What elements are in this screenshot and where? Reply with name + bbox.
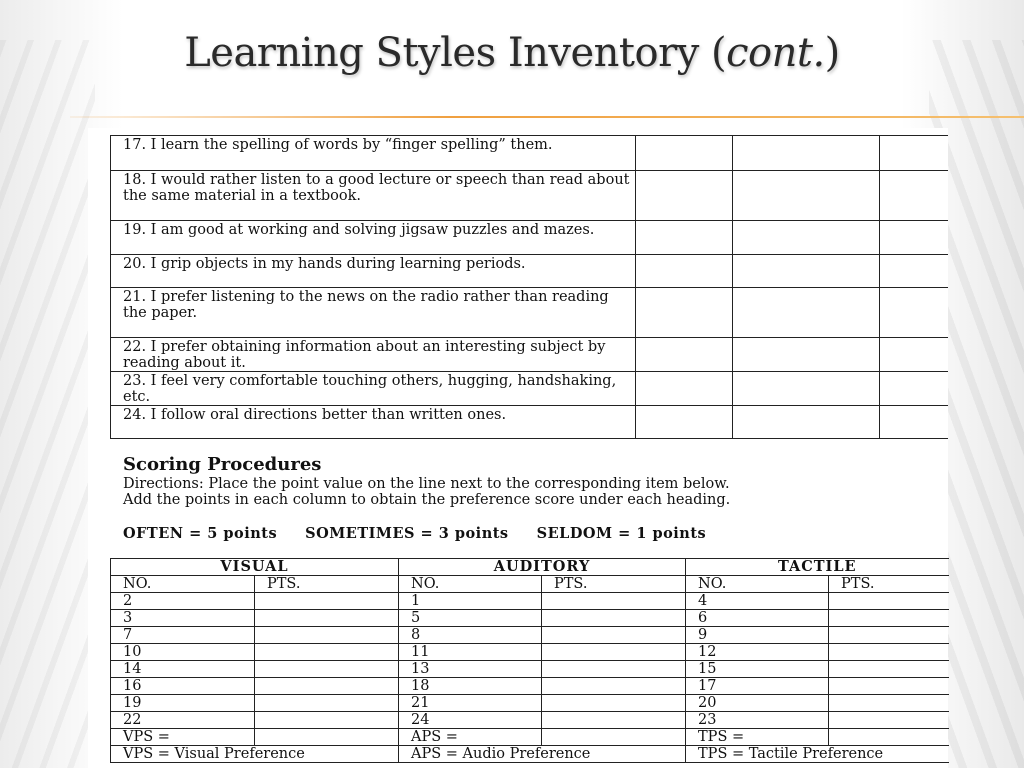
- visual-item-no: 22: [111, 712, 255, 729]
- answer-cell-sometimes[interactable]: [733, 171, 880, 221]
- point-values: [123, 525, 943, 542]
- answer-cell-often[interactable]: [636, 406, 733, 439]
- answer-cell-seldom[interactable]: [880, 136, 949, 171]
- auditory-legend: APS = Audio Preference: [399, 746, 686, 763]
- visual-pts-cell[interactable]: [255, 610, 399, 627]
- visual-legend: VPS = Visual Preference: [111, 746, 399, 763]
- auditory-item-no: 24: [399, 712, 542, 729]
- visual-pts-cell[interactable]: [255, 593, 399, 610]
- score-legend-row: [111, 746, 949, 763]
- question-text: 23. I feel very comfortable touching others, hugging, handshaking, etc.: [111, 372, 636, 406]
- scoring-procedures: [123, 454, 943, 542]
- seldom-points: SELDOM = 1 points: [536, 525, 707, 542]
- score-row: [111, 678, 949, 695]
- tactile-pts-cell[interactable]: [829, 661, 949, 678]
- visual-item-no: 14: [111, 661, 255, 678]
- answer-cell-sometimes[interactable]: [733, 255, 880, 288]
- background-stripes-left: [0, 40, 95, 768]
- tactile-item-no: 6: [686, 610, 829, 627]
- answer-cell-seldom[interactable]: [880, 171, 949, 221]
- auditory-pts-cell[interactable]: [542, 644, 686, 661]
- score-row: [111, 610, 949, 627]
- auditory-total-label: APS =: [399, 729, 542, 746]
- answer-cell-sometimes[interactable]: [733, 221, 880, 255]
- score-subheader-row: [111, 576, 949, 593]
- score-header-row: [111, 559, 949, 576]
- answer-cell-sometimes[interactable]: [733, 406, 880, 439]
- answer-cell-seldom[interactable]: [880, 406, 949, 439]
- tactile-pts-label: PTS.: [829, 576, 949, 593]
- title-divider: [70, 116, 1024, 118]
- auditory-pts-cell[interactable]: [542, 712, 686, 729]
- tactile-pts-cell[interactable]: [829, 593, 949, 610]
- answer-cell-sometimes[interactable]: [733, 288, 880, 338]
- directions-line-2: Add the points in each column to obtain the preference score under each heading.: [123, 492, 731, 508]
- tactile-total-label: TPS =: [686, 729, 829, 746]
- tactile-item-no: 9: [686, 627, 829, 644]
- score-table: [110, 558, 949, 763]
- auditory-item-no: 5: [399, 610, 542, 627]
- question-row: [111, 255, 949, 288]
- tactile-item-no: 23: [686, 712, 829, 729]
- question-row: [111, 136, 949, 171]
- auditory-pts-label: PTS.: [542, 576, 686, 593]
- question-text: 22. I prefer obtaining information about an interesting subject by reading about it.: [111, 338, 636, 372]
- answer-cell-seldom[interactable]: [880, 288, 949, 338]
- auditory-pts-cell[interactable]: [542, 610, 686, 627]
- answer-cell-seldom[interactable]: [880, 221, 949, 255]
- visual-pts-cell[interactable]: [255, 644, 399, 661]
- question-text: 17. I learn the spelling of words by “finger spelling” them.: [111, 136, 636, 171]
- tactile-item-no: 20: [686, 695, 829, 712]
- auditory-no-label: NO.: [399, 576, 542, 593]
- question-text: 24. I follow oral directions better than written ones.: [111, 406, 636, 439]
- answer-cell-sometimes[interactable]: [733, 136, 880, 171]
- visual-item-no: 19: [111, 695, 255, 712]
- visual-pts-cell[interactable]: [255, 712, 399, 729]
- title-italic: cont.: [726, 30, 825, 76]
- question-text: 19. I am good at working and solving jigsaw puzzles and mazes.: [111, 221, 636, 255]
- visual-pts-cell[interactable]: [255, 627, 399, 644]
- visual-header: VISUAL: [111, 559, 399, 576]
- question-row: [111, 221, 949, 255]
- auditory-header: AUDITORY: [399, 559, 686, 576]
- score-row: [111, 644, 949, 661]
- answer-cell-sometimes[interactable]: [733, 372, 880, 406]
- answer-cell-often[interactable]: [636, 221, 733, 255]
- answer-cell-often[interactable]: [636, 255, 733, 288]
- question-row: [111, 338, 949, 372]
- auditory-pts-cell[interactable]: [542, 593, 686, 610]
- tactile-no-label: NO.: [686, 576, 829, 593]
- answer-cell-often[interactable]: [636, 288, 733, 338]
- answer-cell-often[interactable]: [636, 372, 733, 406]
- tactile-pts-cell[interactable]: [829, 712, 949, 729]
- question-text: 18. I would rather listen to a good lecture or speech than read about the same material in a textbook.: [111, 171, 636, 221]
- tactile-pts-cell[interactable]: [829, 678, 949, 695]
- score-row: [111, 695, 949, 712]
- directions-line-1: Directions: Place the point value on the line next to the corresponding item below.: [123, 476, 730, 492]
- tactile-header: TACTILE: [686, 559, 949, 576]
- answer-cell-seldom[interactable]: [880, 255, 949, 288]
- visual-pts-cell[interactable]: [255, 678, 399, 695]
- answer-cell-often[interactable]: [636, 136, 733, 171]
- tactile-item-no: 17: [686, 678, 829, 695]
- often-points: OFTEN = 5 points: [123, 525, 278, 542]
- visual-no-label: NO.: [111, 576, 255, 593]
- auditory-item-no: 21: [399, 695, 542, 712]
- question-text: 21. I prefer listening to the news on the radio rather than reading the paper.: [111, 288, 636, 338]
- visual-pts-cell[interactable]: [255, 695, 399, 712]
- answer-cell-seldom[interactable]: [880, 372, 949, 406]
- question-row: [111, 406, 949, 439]
- auditory-item-no: 11: [399, 644, 542, 661]
- auditory-item-no: 13: [399, 661, 542, 678]
- tactile-item-no: 12: [686, 644, 829, 661]
- visual-item-no: 3: [111, 610, 255, 627]
- tactile-pts-cell[interactable]: [829, 644, 949, 661]
- visual-item-no: 7: [111, 627, 255, 644]
- score-row: [111, 712, 949, 729]
- visual-total-cell[interactable]: [255, 729, 399, 746]
- visual-pts-label: PTS.: [255, 576, 399, 593]
- visual-pts-cell[interactable]: [255, 661, 399, 678]
- score-row: [111, 627, 949, 644]
- visual-item-no: 10: [111, 644, 255, 661]
- inventory-document: [88, 128, 948, 768]
- question-text: 20. I grip objects in my hands during learning periods.: [111, 255, 636, 288]
- tactile-total-cell[interactable]: [829, 729, 949, 746]
- auditory-total-cell[interactable]: [542, 729, 686, 746]
- scoring-heading: Scoring Procedures: [123, 454, 322, 475]
- answer-cell-often[interactable]: [636, 338, 733, 372]
- question-row: [111, 372, 949, 406]
- score-row: [111, 661, 949, 678]
- questions-table: [110, 135, 948, 439]
- slide-title: [0, 30, 1024, 76]
- visual-total-label: VPS =: [111, 729, 255, 746]
- auditory-item-no: 1: [399, 593, 542, 610]
- tactile-pts-cell[interactable]: [829, 695, 949, 712]
- auditory-item-no: 8: [399, 627, 542, 644]
- answer-cell-sometimes[interactable]: [733, 338, 880, 372]
- auditory-pts-cell[interactable]: [542, 695, 686, 712]
- answer-cell-often[interactable]: [636, 171, 733, 221]
- score-total-row: [111, 729, 949, 746]
- question-row: [111, 171, 949, 221]
- title-close: ): [824, 30, 840, 76]
- tactile-pts-cell[interactable]: [829, 610, 949, 627]
- auditory-pts-cell[interactable]: [542, 661, 686, 678]
- tactile-item-no: 15: [686, 661, 829, 678]
- sometimes-points: SOMETIMES = 3 points: [305, 525, 509, 542]
- visual-item-no: 16: [111, 678, 255, 695]
- tactile-legend: TPS = Tactile Preference: [686, 746, 949, 763]
- auditory-pts-cell[interactable]: [542, 627, 686, 644]
- visual-item-no: 2: [111, 593, 255, 610]
- tactile-item-no: 4: [686, 593, 829, 610]
- title-main: Learning Styles Inventory (: [184, 30, 727, 76]
- auditory-pts-cell[interactable]: [542, 678, 686, 695]
- answer-cell-seldom[interactable]: [880, 338, 949, 372]
- score-row: [111, 593, 949, 610]
- auditory-item-no: 18: [399, 678, 542, 695]
- question-row: [111, 288, 949, 338]
- tactile-pts-cell[interactable]: [829, 627, 949, 644]
